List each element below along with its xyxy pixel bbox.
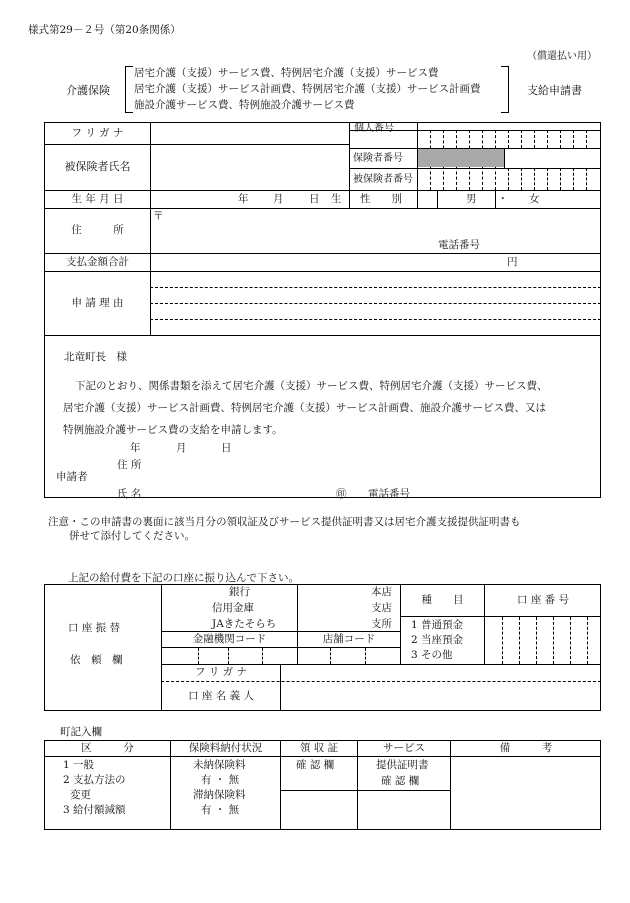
office-header-category: 区 分 [81,741,134,754]
header-service-3: 施設介護サービス費、特例施設介護サービス費 [134,99,355,111]
applicant-address-label: 住 所 [117,459,142,471]
sex-label: 性 別 [360,193,402,205]
branch-type-3: 支所 [371,618,392,630]
branch-code-label: 店舗コード [322,632,376,645]
seal-mark: ㊞ [336,488,347,500]
account-number-label: 口 座 番 号 [516,593,569,606]
applicant-phone-label: 電話番号 [368,488,410,500]
insurer-number-label: 保険者番号 [353,153,403,164]
office-header-receipt: 領 収 証 [299,741,339,754]
dob-label: 生 年 月 日 [71,192,124,205]
bank-left-label-2: 依 頼 欄 [70,654,123,666]
form-number: 様式第29－２号（第20条関係） [28,24,181,36]
reason-field[interactable] [151,272,601,335]
holder-furigana-label: フ リ ガ ナ [194,666,247,679]
applicant-label: 申請者 [56,471,88,483]
insured-number-label: 被保険者番号 [353,174,413,185]
personal-number-label: 個人番号 [354,123,394,134]
header-right-label: 支給申請書 [527,84,582,97]
dob-day-unit: 日 [309,193,320,205]
branch-type-2: 支店 [371,602,392,614]
premium-arrears-label: 滞納保険料 [193,789,246,801]
header-left-label: 介護保険 [66,84,110,97]
bank-type-2: 信用金庫 [212,602,254,614]
furigana-label: フ リ ガ ナ [71,126,124,139]
account-type-1[interactable]: 1 普通預金 [411,619,464,631]
address-field[interactable] [165,209,425,239]
service-cert-label: 提供証明書 [376,759,429,771]
branch-name-field[interactable] [298,585,368,630]
header-left-bracket [125,66,133,113]
addressee: 北竜町長 様 [64,351,127,363]
category-1: 1 一般 [63,759,95,771]
service-confirm-label: 確 認 欄 [381,775,420,787]
bank-name-field[interactable] [162,585,222,630]
yen-unit: 円 [507,256,518,268]
total-amount-label: 支払金額合計 [66,255,129,268]
header-right-bracket [501,66,509,113]
note-line-2: 併せて添付してください。 [69,530,195,542]
insured-name-field[interactable] [151,145,349,190]
reason-label: 申 請 理 由 [71,296,124,309]
office-header-service: サービス [383,741,425,754]
office-header-premium: 保険料納付状況 [188,741,263,754]
personal-number-field[interactable] [418,131,601,148]
request-day: 日 [221,442,232,454]
request-year: 年 [130,442,141,454]
address-phone-label: 電話番号 [438,239,480,251]
address-label: 住 所 [71,224,124,237]
insured-number-field[interactable] [418,169,601,190]
bank-code-label: 金融機関コード [192,632,267,645]
bank-intro: 上記の給付費を下記の口座に振り込んで下さい。 [68,572,299,584]
category-3: 3 給付額減額 [63,804,126,816]
premium-arrears-options[interactable]: 有 ・ 無 [201,804,240,816]
category-2b: 変更 [70,789,91,801]
receipt-confirm-label: 確 認 欄 [296,759,335,771]
dob-year-unit: 年 [238,193,249,205]
remarks-field[interactable] [451,757,601,830]
request-line-2: 居宅介護（支援）サービス計画費、特例居宅介護（支援）サービス計画費、施設介護サービス費、又は [63,402,546,414]
insurer-number-shaded [418,149,504,167]
category-2: 2 支払方法の [63,774,126,786]
postal-mark: 〒 [153,210,164,222]
note-line-1: 注意・この申請書の裏面に該当月分の領収証及びサービス提供証明書又は居宅介護支援提供証明書も [48,516,521,528]
bank-left-label-1: 口 座 振 替 [68,622,121,634]
total-amount-field[interactable] [151,254,501,271]
account-type-2[interactable]: 2 当座預金 [411,634,464,646]
insured-name-label: 被保険者氏名 [64,160,131,174]
account-type-3[interactable]: 3 その他 [411,649,453,661]
office-header-remarks: 備 考 [499,741,553,754]
holder-name-field[interactable] [281,682,601,711]
request-line-3: 特例施設介護サービス費の支給を申請します。 [63,424,283,436]
sex-options[interactable]: 男 ・ 女 [466,193,540,205]
applicant-name-label: 氏 名 [117,488,142,500]
premium-unpaid-options[interactable]: 有 ・ 無 [201,774,240,786]
reimbursement-note: （償還払い用） [527,51,597,62]
bank-type-3: JAきたそらち [212,618,277,630]
holder-name-label: 口 座 名 義 人 [188,689,254,702]
premium-unpaid-label: 未納保険料 [193,759,246,771]
dob-month-unit: 月 [273,193,284,205]
office-title: 町記入欄 [60,726,102,738]
request-line-1: 下記のとおり、関係書類を添えて居宅介護（支援）サービス費、特例居宅介護（支援）サービス費、 [75,380,548,392]
account-type-label: 種 目 [421,593,464,606]
bank-type-1: 銀行 [229,586,250,598]
dob-born-unit: 生 [331,193,342,205]
branch-type-1: 本店 [371,586,392,598]
request-month: 月 [176,442,187,454]
header-service-1: 居宅介護（支援）サービス費、特例居宅介護（支援）サービス費 [134,67,439,79]
header-service-2: 居宅介護（支援）サービス計画費、特例居宅介護（支援）サービス計画費 [134,83,481,95]
